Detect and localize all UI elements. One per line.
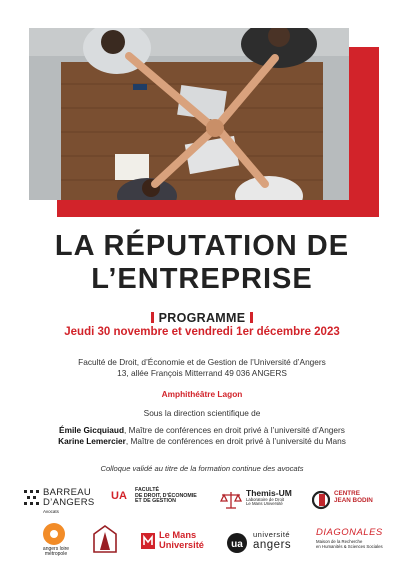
bodin-line-2: JEAN BODIN	[334, 496, 373, 504]
bodin-line-1: CENTRE	[334, 490, 360, 497]
logo-centre-jean-bodin	[312, 488, 392, 512]
ua-mark-icon	[226, 532, 250, 554]
logo-themis-um	[220, 488, 300, 512]
barreau-mark-icon	[24, 490, 40, 506]
fac-mark: UA	[111, 490, 127, 502]
logo-diagonales	[316, 528, 398, 556]
alm-circle-icon	[42, 522, 66, 546]
room-name: Amphithéâtre Lagon	[161, 389, 243, 399]
ua-line-2: angers	[253, 538, 292, 551]
fac-line-2: DE DROIT, D’ÉCONOMIE	[135, 492, 197, 499]
organizer-2-name: Karine Lemercier	[58, 436, 126, 446]
organizer-1-role: , Maître de conférences en droit privé à l’université d’Angers	[124, 425, 345, 435]
cover-photo	[29, 28, 349, 200]
bodin-mark-icon	[312, 490, 330, 510]
logo-fac-droit	[111, 488, 206, 512]
accent-bar-right	[250, 312, 253, 323]
programme-heading	[0, 311, 404, 325]
programme-label: PROGRAMME	[158, 311, 246, 325]
alm-line-2: métropole	[44, 551, 68, 558]
scales-icon	[220, 491, 242, 509]
accreditation-note: Colloque validé au titre de la formation continue des avocats	[100, 464, 304, 473]
le-mans-line-1: Le Mans	[159, 530, 197, 540]
monument-icon	[92, 524, 118, 554]
barreau-line-1: BARREAU	[43, 487, 92, 498]
event-dates: Jeudi 30 novembre et vendredi 1er décembre 2023	[64, 326, 340, 338]
diagonales-sub-1: Maison de la Recherche	[316, 539, 363, 544]
barreau-sub: Avocats	[43, 509, 59, 514]
title-line-1: LA RÉPUTATION DE	[54, 230, 350, 262]
logo-universite-angers	[226, 530, 306, 556]
title-line-2: L’ENTREPRISE	[91, 263, 313, 295]
logo-barreau-angers	[24, 488, 104, 512]
organizer-2-role: , Maître de conférences en droit privé à l’université du Mans	[125, 436, 346, 446]
accent-bar-left	[151, 312, 154, 323]
logo-monument	[92, 524, 120, 556]
logo-le-mans-universite	[141, 530, 213, 556]
fac-line-1: FACULTÉ	[135, 487, 160, 493]
svg-text:ua: ua	[231, 539, 243, 550]
ua-line-1: université	[253, 530, 291, 539]
alm-line-1: angers loire	[42, 546, 70, 552]
logo-angers-loire-metropole	[36, 522, 76, 562]
organizer-1-name: Émile Gicquiaud	[59, 425, 125, 435]
venue-line-1: Faculté de Droit, d’Économie et de Gestion de l’Université d’Angers	[78, 357, 326, 367]
themis-sub-2: Le Mans Université	[246, 501, 283, 507]
direction-label: Sous la direction scientifique de	[143, 408, 261, 418]
themis-sub-1: Laboratoire de Droit	[246, 496, 284, 502]
barreau-line-2: D’ANGERS	[43, 496, 95, 508]
le-mans-mark-icon	[141, 533, 155, 549]
diagonales-sub-2: en Humanités & Sciences Sociales	[316, 543, 383, 549]
venue-line-2: 13, allée François Mitterrand 49 036 ANGERS	[117, 368, 287, 378]
organizer-1	[0, 425, 404, 435]
themis-name: Themis-UM	[246, 488, 292, 498]
le-mans-line-2: Université	[159, 539, 204, 550]
diagonales-name: DIAGONALES	[316, 527, 383, 538]
organizer-2	[0, 436, 404, 446]
fac-line-3: ET DE GESTION	[135, 498, 176, 505]
